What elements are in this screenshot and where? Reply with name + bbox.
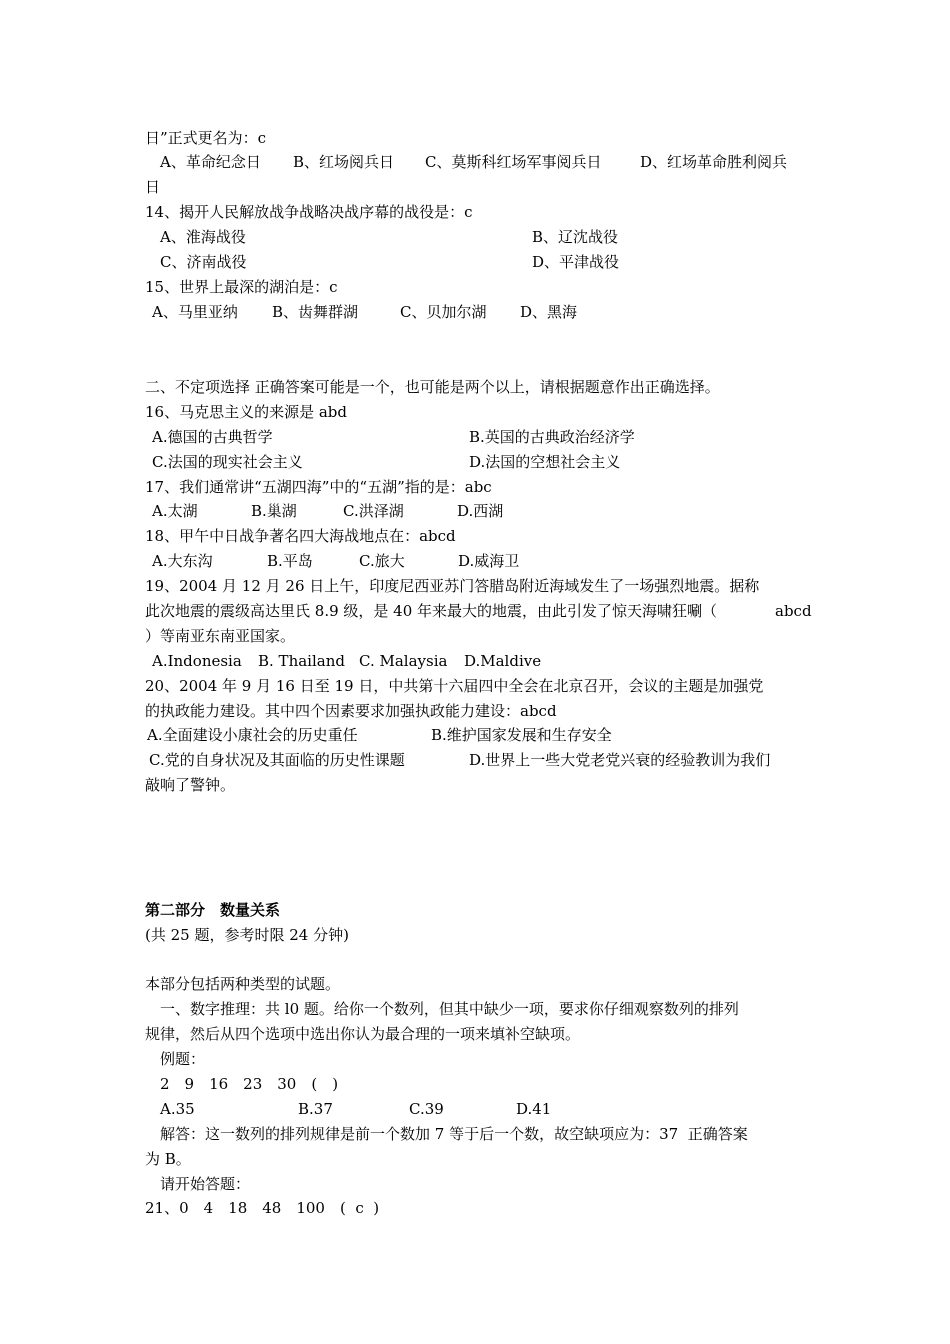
q16-stem: 16、马克思主义的来源是 abd bbox=[145, 403, 348, 421]
q17-option-d: D.西湖 bbox=[457, 502, 504, 520]
example-option-d: D.41 bbox=[516, 1100, 552, 1118]
part2-desc-line-1: 一、数字推理：共 l0 题。给你一个数列，但其中缺少一项，要求你仔细观察数列的排列 bbox=[160, 1000, 739, 1018]
q16-option-c: C.法国的现实社会主义 bbox=[152, 453, 303, 471]
q13-option-d: D、红场革命胜利阅兵 bbox=[640, 153, 788, 171]
q17-stem: 17、我们通常讲“五湖四海”中的“五湖”指的是：abc bbox=[145, 478, 492, 496]
q17-option-c: C.洪泽湖 bbox=[343, 502, 404, 520]
q13-wrap: 日 bbox=[145, 178, 161, 196]
q20-wrap: 敲响了警钟。 bbox=[145, 776, 236, 794]
q19-option-d: D.Maldive bbox=[464, 652, 542, 670]
q13-option-c: C、莫斯科红场军事阅兵日 bbox=[425, 153, 602, 171]
q14-option-a: A、淮海战役 bbox=[160, 228, 246, 246]
q19-option-c: C. Malaysia bbox=[359, 652, 448, 670]
q19-line-3: ）等南亚东南亚国家。 bbox=[145, 627, 296, 645]
q18-option-c: C.旅大 bbox=[359, 552, 405, 570]
q15-option-b: B、齿舞群湖 bbox=[272, 303, 359, 321]
q17-option-b: B.巢湖 bbox=[251, 502, 297, 520]
start-prompt: 请开始答题： bbox=[160, 1175, 251, 1193]
q20-line-2: 的执政能力建设。其中四个因素要求加强执政能力建设：abcd bbox=[145, 702, 557, 720]
example-option-c: C.39 bbox=[409, 1100, 444, 1118]
q14-stem: 14、揭开人民解放战争战略决战序幕的战役是：c bbox=[145, 203, 473, 221]
q15-option-c: C、贝加尔湖 bbox=[400, 303, 487, 321]
q20-option-a: A.全面建设小康社会的历史重任 bbox=[147, 726, 358, 744]
part2-title: 第二部分 数量关系 bbox=[145, 901, 281, 919]
q14-option-b: B、辽沈战役 bbox=[532, 228, 619, 246]
q21-stem: 21、0 4 18 48 100 ( c ) bbox=[145, 1199, 380, 1217]
q13-option-b: B、红场阅兵日 bbox=[293, 153, 395, 171]
q20-line-1: 20、2004 年 9 月 16 日至 19 日，中共第十六届四中全会在北京召开，会议的主题是加强党 bbox=[145, 677, 764, 695]
q16-option-a: A.德国的古典哲学 bbox=[152, 428, 273, 446]
q18-stem: 18、甲午中日战争著名四大海战地点在：abcd bbox=[145, 527, 456, 545]
part2-intro: 本部分包括两种类型的试题。 bbox=[145, 975, 341, 993]
q18-option-a: A.大东沟 bbox=[152, 552, 213, 570]
example-option-b: B.37 bbox=[298, 1100, 333, 1118]
q18-option-b: B.平岛 bbox=[267, 552, 313, 570]
q15-option-a: A、马里亚纳 bbox=[152, 303, 238, 321]
q14-option-c: C、济南战役 bbox=[160, 253, 247, 271]
q20-option-c: C.党的自身状况及其面临的历史性课题 bbox=[149, 751, 405, 769]
q19-line-1: 19、2004 月 12 月 26 日上午，印度尼西亚苏门答腊岛附近海域发生了一场强烈地震。据称 bbox=[145, 577, 760, 595]
q19-line-2: 此次地震的震级高达里氏 8.9 级，是 40 年来最大的地震，由此引发了惊天海啸狂唰（ bbox=[145, 602, 718, 620]
q16-option-b: B.英国的古典政治经济学 bbox=[469, 428, 635, 446]
q20-option-b: B.维护国家发展和生存安全 bbox=[431, 726, 612, 744]
q19-option-a: A.Indonesia bbox=[152, 652, 242, 670]
q19-answer: abcd bbox=[775, 602, 812, 620]
q14-option-d: D、平津战役 bbox=[532, 253, 620, 271]
q17-option-a: A.太湖 bbox=[152, 502, 198, 520]
example-answer-line-1: 解答：这一数列的排列规律是前一个数加 7 等于后一个数，故空缺项应为：37 正确答案 bbox=[160, 1125, 748, 1143]
part2-desc-line-2: 规律，然后从四个选项中选出你认为最合理的一项来填补空缺项。 bbox=[145, 1025, 581, 1043]
q19-option-b: B. Thailand bbox=[258, 652, 345, 670]
example-option-a: A.35 bbox=[160, 1100, 195, 1118]
q13-continuation: 日”正式更名为：c bbox=[145, 129, 267, 147]
q15-option-d: D、黑海 bbox=[520, 303, 578, 321]
q20-option-d: D.世界上一些大党老党兴衰的经验教训为我们 bbox=[469, 751, 771, 769]
example-label: 例题： bbox=[160, 1050, 206, 1068]
q15-stem: 15、世界上最深的湖泊是：c bbox=[145, 278, 338, 296]
q18-option-d: D.威海卫 bbox=[458, 552, 520, 570]
q13-option-a: A、革命纪念日 bbox=[160, 153, 261, 171]
part2-subtitle: (共 25 题，参考时限 24 分钟) bbox=[145, 926, 349, 944]
q16-option-d: D.法国的空想社会主义 bbox=[469, 453, 621, 471]
section2-heading: 二、不定项选择 正确答案可能是一个，也可能是两个以上，请根据题意作出正确选择。 bbox=[145, 378, 720, 396]
example-answer-line-2: 为 B。 bbox=[145, 1150, 191, 1168]
example-sequence: 2 9 16 23 30 ( ) bbox=[160, 1075, 339, 1093]
